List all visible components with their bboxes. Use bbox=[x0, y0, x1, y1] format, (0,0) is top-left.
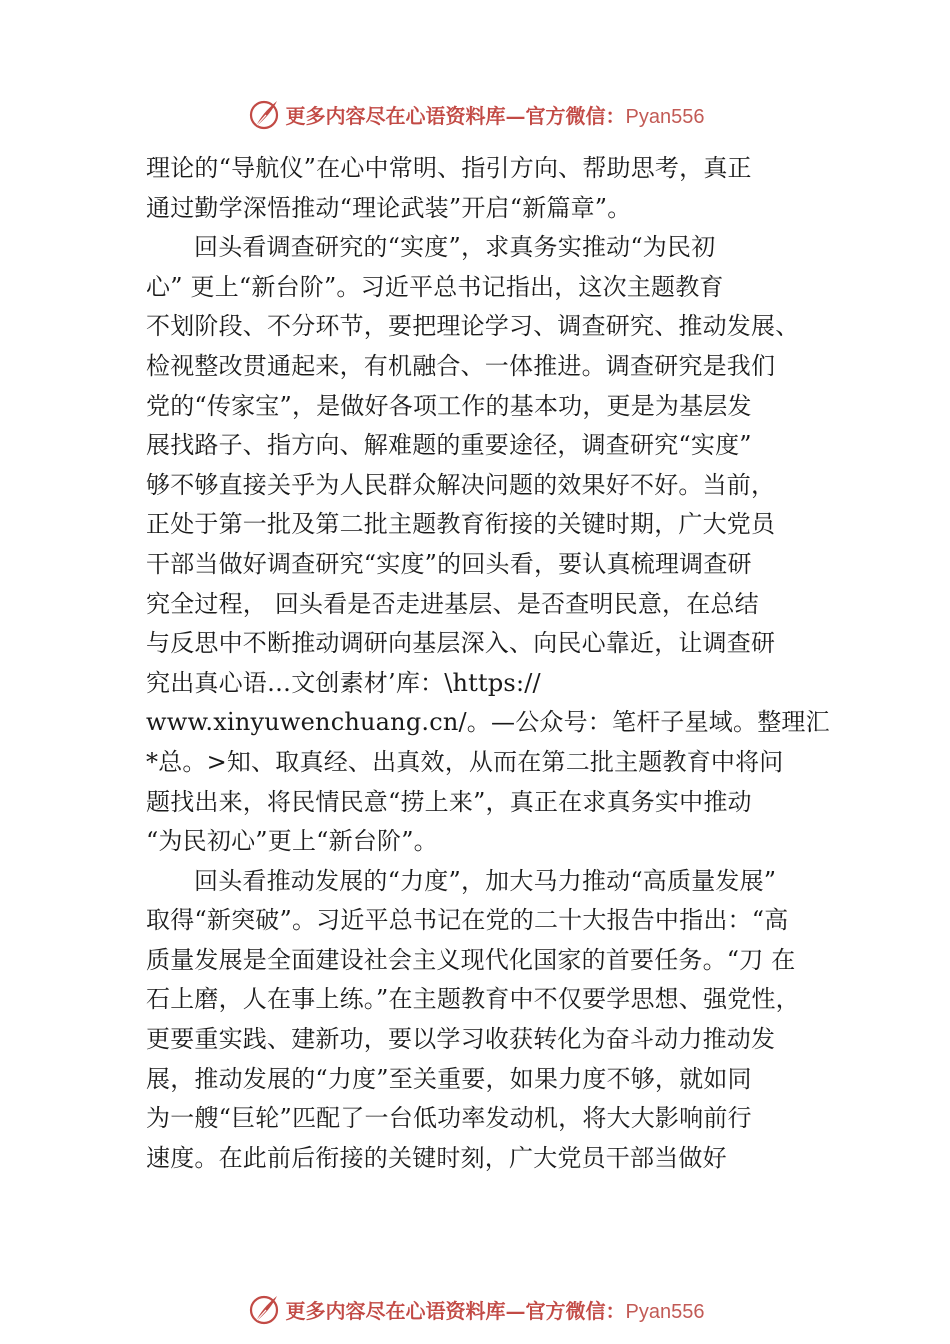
body-line-24: 展，推动发展的“力度”至关重要，如果力度不够，就如同 bbox=[146, 1064, 752, 1093]
body-line-23: 更要重实践、建新功，要以学习收获转化为奋斗动力推动发 bbox=[146, 1025, 776, 1054]
body-line-11: 干部当做好调查研究“实度”的回头看，要认真梳理调查研 bbox=[146, 549, 752, 578]
body-line-1: 理论的“导航仪”在心中常明、指引方向、帮助思考，真正 bbox=[146, 154, 752, 182]
document-body bbox=[146, 149, 830, 1178]
body-line-17: 题找出来，将民情民意“捞上来”，真正在求真务实中推动 bbox=[146, 787, 752, 816]
body-line-20: 取得“新突破”。习近平总书记在党的二十大报告中指出：“高 bbox=[146, 906, 789, 935]
body-line-3: 回头看调查研究的“实度”，求真务实推动“为民初 bbox=[194, 233, 716, 262]
body-line-6: 检视整改贯通起来，有机融合、一体推进。调查研究是我们 bbox=[146, 351, 776, 380]
banner-text: 更多内容尽在心语资料库—官方微信：Pyan556 bbox=[285, 1298, 705, 1323]
banner-account: Pyan556 bbox=[625, 105, 705, 128]
banner-text: 更多内容尽在心语资料库—官方微信：Pyan556 bbox=[285, 103, 705, 128]
quill-pen-logo-icon bbox=[246, 96, 282, 132]
body-line-25: 为一艘“巨轮”匹配了一台低功率发动机，将大大影响前行 bbox=[146, 1104, 752, 1133]
body-line-10: 正处于第一批及第二批主题教育衔接的关键时期，广大党员 bbox=[146, 510, 776, 539]
body-line-21: 质量发展是全面建设社会主义现代化国家的首要任务。“刀 在 bbox=[146, 945, 796, 974]
body-line-2: 通过勤学深悟推动“理论武装”开启“新篇章”。 bbox=[146, 193, 632, 222]
header-banner bbox=[0, 92, 950, 136]
body-line-8: 展找路子、指方向、解难题的重要途径，调查研究“实度” bbox=[146, 431, 752, 460]
footer-banner bbox=[0, 1287, 950, 1331]
body-line-4: 心” 更上“新台阶”。习近平总书记指出，这次主题教育 bbox=[146, 272, 724, 301]
body-line-18: “为民初心”更上“新台阶”。 bbox=[146, 827, 438, 856]
body-line-15: www.xinyuwenchuang.cn/。—公众号：笔杆子星域。整理汇 bbox=[146, 708, 830, 737]
body-line-9: 够不够直接关乎为人民群众解决问题的效果好不好。当前， bbox=[146, 470, 776, 499]
body-line-22: 石上磨，人在事上练。”在主题教育中不仅要学思想、强党性， bbox=[146, 985, 800, 1014]
banner-account: Pyan556 bbox=[625, 1300, 705, 1323]
quill-pen-logo-icon bbox=[246, 1291, 282, 1327]
body-line-26: 速度。在此前后衔接的关键时刻，广大党员干部当做好 bbox=[146, 1143, 727, 1172]
body-line-5: 不划阶段、不分环节，要把理论学习、调查研究、推动发展、 bbox=[146, 312, 800, 341]
body-line-16: *总。>知、取真经、出真效，从而在第二批主题教育中将问 bbox=[146, 747, 784, 776]
body-line-13: 与反思中不断推动调研向基层深入、向民心靠近，让调查研 bbox=[146, 629, 776, 658]
body-line-12: 究全过程， 回头看是否走进基层、是否查明民意，在总结 bbox=[146, 589, 759, 618]
body-line-19: 回头看推动发展的“力度”，加大马力推动“高质量发展” bbox=[194, 866, 777, 895]
body-line-7: 党的“传家宝”，是做好各项工作的基本功，更是为基层发 bbox=[146, 391, 752, 420]
body-line-14: 究出真心语…文创素材’库：\https:// bbox=[146, 668, 541, 697]
